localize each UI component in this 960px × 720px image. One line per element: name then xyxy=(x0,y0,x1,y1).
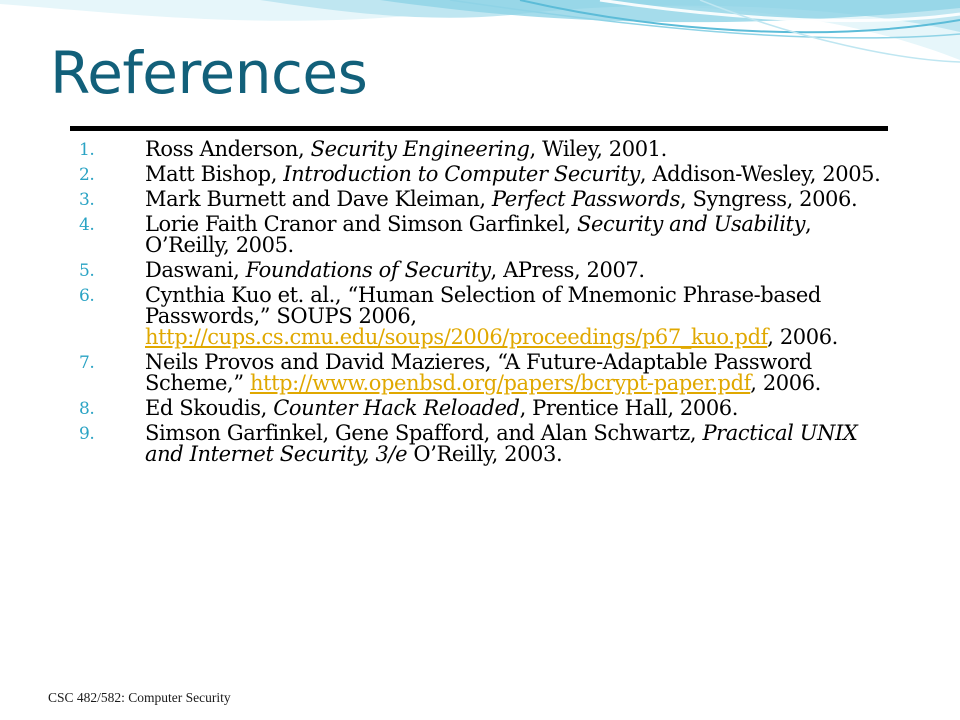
reference-text: O’Reilly, 2003. xyxy=(407,442,563,466)
reference-text: Mark Burnett and Dave Kleiman, xyxy=(145,187,492,211)
reference-title: Security and Usability xyxy=(576,212,806,236)
reference-text: Ross Anderson, xyxy=(145,137,311,161)
reference-link[interactable]: http://www.openbsd.org/papers/bcrypt-paper.pdf xyxy=(249,371,751,395)
reference-text: Cynthia Kuo et. al., “Human Selection of Mnemonic Phrase-based Passwords,” SOUPS 2006, xyxy=(145,283,821,328)
reference-text: , 2006. xyxy=(767,325,838,349)
reference-text: Daswani, xyxy=(145,258,246,282)
reference-title: Security Engineering xyxy=(310,137,530,161)
reference-title: Practical UNIX and Internet Security, 3/e xyxy=(145,421,858,466)
reference-item xyxy=(79,212,895,257)
reference-text: , Wiley, 2001. xyxy=(529,137,667,161)
title-underline-rule xyxy=(70,126,888,131)
reference-number: 7. xyxy=(79,353,95,373)
reference-number: 5. xyxy=(79,261,95,281)
reference-item xyxy=(79,162,895,186)
reference-title: Introduction to Computer Security xyxy=(283,162,640,186)
reference-number: 8. xyxy=(79,399,95,419)
reference-item xyxy=(79,283,895,349)
reference-text: Matt Bishop, xyxy=(145,162,284,186)
reference-text: Lorie Faith Cranor and Simson Garfinkel, xyxy=(145,212,577,236)
reference-item xyxy=(79,137,895,161)
reference-number: 1. xyxy=(79,140,95,160)
reference-number: 2. xyxy=(79,165,95,185)
reference-item xyxy=(79,396,895,420)
references-list xyxy=(79,137,895,469)
reference-item xyxy=(79,421,895,466)
reference-number: 4. xyxy=(79,215,95,235)
reference-text: , Prentice Hall, 2006. xyxy=(519,396,739,420)
footer-course-label: CSC 482/582: Computer Security xyxy=(48,690,231,705)
reference-title: Perfect Passwords xyxy=(491,187,680,211)
reference-link[interactable]: http://cups.cs.cmu.edu/soups/2006/proceedings/p67_kuo.pdf xyxy=(145,325,768,349)
reference-number: 3. xyxy=(79,190,95,210)
reference-text: , Syngress, 2006. xyxy=(680,187,858,211)
reference-text: Neils Provos and David Mazieres, “A Future-Adaptable Password Scheme,” xyxy=(145,350,812,395)
reference-item xyxy=(79,350,895,395)
reference-text: , O’Reilly, 2005. xyxy=(145,212,812,257)
reference-text: , APress, 2007. xyxy=(490,258,645,282)
reference-title: Foundations of Security xyxy=(245,258,491,282)
reference-number: 6. xyxy=(79,286,95,306)
reference-item xyxy=(79,258,895,282)
reference-item xyxy=(79,187,895,211)
reference-text: Ed Skoudis, xyxy=(145,396,274,420)
reference-text: , 2006. xyxy=(750,371,821,395)
reference-text: Simson Garfinkel, Gene Spafford, and Alan Schwartz, xyxy=(145,421,703,445)
slide-title: References xyxy=(50,39,368,107)
reference-number: 9. xyxy=(79,424,95,444)
reference-title: Counter Hack Reloaded xyxy=(273,396,520,420)
reference-text: , Addison-Wesley, 2005. xyxy=(639,162,881,186)
